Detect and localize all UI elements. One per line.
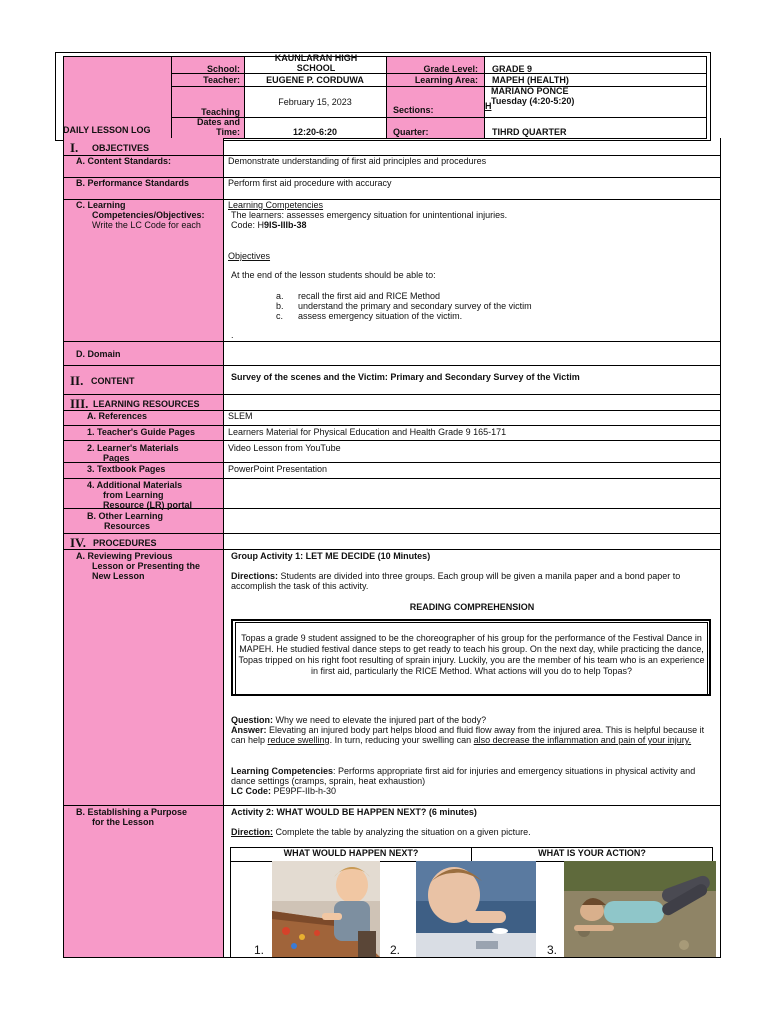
lc-text: The learners: assesses emergency situation for unintentional injuries. [231, 210, 508, 220]
domain-label: D. Domain [76, 349, 121, 359]
school-label: School: [207, 64, 240, 74]
other-resources-label-2: Resources [104, 521, 151, 531]
answer-underline-1: reduce swelling [267, 735, 330, 745]
picture-toddler-at-table [272, 861, 380, 957]
picture-number-1: 1. [254, 943, 265, 957]
reviewing-label-2: Lesson or Presenting the [92, 561, 201, 571]
procedures-numeral: IV. [70, 535, 87, 550]
grade-level-value: GRADE 9 [492, 64, 533, 74]
procedures-lc-code-label: LC Code: [231, 786, 271, 796]
sections-label: Sections: [393, 105, 434, 115]
teacher-label: Teacher: [203, 75, 240, 85]
resources-numeral: III. [70, 396, 89, 411]
content-standards-value: Demonstrate understanding of first aid principles and procedures [228, 156, 487, 166]
picture-child-with-pill [416, 861, 536, 957]
time-value: 12:20-6:20 [292, 127, 338, 137]
additional-materials-label-1: 4. Additional Materials [87, 480, 183, 490]
textbook-pages-label: 3. Textbook Pages [87, 464, 166, 474]
resources-title: LEARNING RESOURCES [93, 399, 200, 409]
picture-number-2: 2. [390, 943, 401, 957]
activity-1-directions [231, 571, 713, 591]
reviewing-label-1: A. Reviewing Previous [76, 551, 173, 561]
reading-comprehension-title: READING COMPREHENSION [409, 602, 535, 612]
child-pill-illustration [416, 861, 536, 957]
objective-item-c-mark: c. [276, 311, 284, 321]
activity-1-title: Group Activity 1: LET ME DECIDE (10 Minutes) [231, 551, 431, 561]
lc-code-label: Code: H [231, 220, 265, 230]
answer-underline-2: also decrease the inflammation and pain of your injury. [473, 735, 692, 745]
performance-standards-label: B. Performance Standards [76, 178, 190, 188]
purpose-label-1: B. Establishing a Purpose [76, 807, 188, 817]
objective-item-b-mark: b. [276, 301, 284, 311]
procedures-lc-code-value: PE9PF-IIb-h-30 [271, 786, 337, 796]
toddler-illustration [272, 861, 380, 957]
additional-materials-label-2: from Learning [103, 490, 164, 500]
lc-code-value: 9IS-IIIb-38 [264, 220, 307, 230]
learners-materials-label-1: 2. Learner's Materials [87, 443, 179, 453]
question-text: Why we need to elevate the injured part of the body? [273, 715, 487, 725]
references-value: SLEM [228, 411, 253, 421]
other-resources-label-1: B. Other Learning [87, 511, 164, 521]
competencies-label-1: C. Learning [76, 200, 126, 210]
picture-number-3: 3. [547, 943, 558, 957]
competencies-label-2: Competencies/Objectives: [92, 210, 205, 220]
references-label: A. References [87, 411, 148, 421]
objectives-heading: Objectives [228, 251, 271, 261]
learning-area-value: MAPEH (HEALTH) [492, 75, 569, 85]
competencies-label-3: Write the LC Code for each [92, 220, 201, 230]
answer [231, 725, 715, 745]
passage-box [231, 619, 711, 696]
learners-materials-value: Video Lesson from YouTube [228, 443, 341, 453]
performance-standards-value: Perform first aid procedure with accuracy [228, 178, 392, 188]
textbook-pages-value: PowerPoint Presentation [228, 464, 328, 474]
sections-value: MARIANO PONCE Tuesday (4:20-5:20) [491, 86, 575, 106]
content-title: CONTENT [91, 376, 135, 386]
answer-label: Answer: [231, 725, 267, 735]
question [231, 715, 715, 725]
objective-item-c: assess emergency situation of the victim. [298, 311, 463, 321]
lc-heading: Learning Competencies [228, 200, 324, 210]
lesson-log-title: DAILY LESSON LOG [63, 125, 151, 135]
objectives-intro: At the end of the lesson students should be able to: [231, 270, 436, 280]
additional-materials-label-3: Resource (LR) portal [103, 500, 193, 510]
direction2-label: Direction: [231, 827, 274, 837]
procedures-lc-text: : Performs appropriate first aid for injuries and emergency situations in physical activity and dance settings (cramps, sprain, heat exhaustion) [231, 766, 696, 786]
objective-item-b: understand the primary and secondary survey of the victim [298, 301, 532, 311]
reviewing-label-3: New Lesson [92, 571, 145, 581]
date-value: February 15, 2023 [278, 97, 352, 107]
picture-person-collapsed [564, 861, 716, 957]
teachers-guide-label: 1. Teacher's Guide Pages [87, 427, 196, 437]
content-standards-label: A. Content Standards: [76, 156, 172, 166]
grade-level-label: Grade Level: [423, 64, 478, 74]
teacher-value: EUGENE P. CORDUWA [266, 75, 364, 85]
learners-materials-label-2: Pages [103, 453, 130, 463]
school-value: KAUNLARAN HIGH SCHOOL [274, 53, 358, 73]
passage-text: Topas a grade 9 student assigned to be the choreographer of his group for the performance of the Festival Dance in MAPEH. He studied festival dance steps to get ready to teach his group. On the next day, while practicing the dance, Topas tripped on his right foot resulting of sprain injury. Luckily, you are the member of his team who is an experience in first aid, particularly the RICE Method. What actions will you do to help Topas? [235, 622, 708, 696]
content-numeral: II. [70, 373, 84, 388]
content-value: Survey of the scenes and the Victim: Primary and Secondary Survey of the Victim [231, 372, 580, 382]
objectives-numeral: I. [70, 140, 79, 155]
purpose-label-2: for the Lesson [92, 817, 155, 827]
sections-mark: H [485, 101, 492, 111]
directions-text: Students are divided into three groups. Each group will be given a manila paper and a bond paper to accomplish the task of this activity. [231, 571, 681, 591]
answer-text-2: . In turn, reducing your swelling can [329, 735, 474, 745]
answer-text-1: Elevating an injured body part helps blood and fluid flow away from the injured area. This is helpful because it can help [231, 725, 705, 745]
table-col-happen-next: WHAT WOULD HAPPEN NEXT? [283, 848, 419, 858]
directions-label: Directions: [231, 571, 279, 581]
question-label: Question: [231, 715, 273, 725]
collapsed-person-illustration [564, 861, 716, 957]
objective-dot: . [231, 330, 234, 340]
activity-2-title: Activity 2: WHAT WOULD BE HAPPEN NEXT? (6 minutes) [231, 807, 477, 817]
activity-2-direction [231, 827, 531, 837]
objectives-title: OBJECTIVES [92, 143, 150, 153]
direction2-text: Complete the table by analyzing the situation on a given picture. [273, 827, 531, 837]
teaching-dates-label: Teaching Dates and Time: [196, 107, 240, 137]
teachers-guide-value: Learners Material for Physical Education and Health Grade 9 165-171 [228, 427, 507, 437]
procedures-lc-code [231, 786, 336, 796]
procedures-title: PROCEDURES [93, 538, 157, 548]
table-col-your-action: WHAT IS YOUR ACTION? [538, 848, 646, 858]
procedures-lc [231, 766, 715, 786]
learning-area-label: Learning Area: [414, 75, 478, 85]
objective-item-a: recall the first aid and RICE Method [298, 291, 441, 301]
quarter-label: Quarter: [393, 127, 429, 137]
lc-code [231, 220, 307, 230]
procedures-lc-label: Learning Competencies [231, 766, 334, 776]
left-label-column [63, 138, 223, 958]
objective-item-a-mark: a. [276, 291, 284, 301]
quarter-value: TIHRD QUARTER [492, 127, 567, 137]
